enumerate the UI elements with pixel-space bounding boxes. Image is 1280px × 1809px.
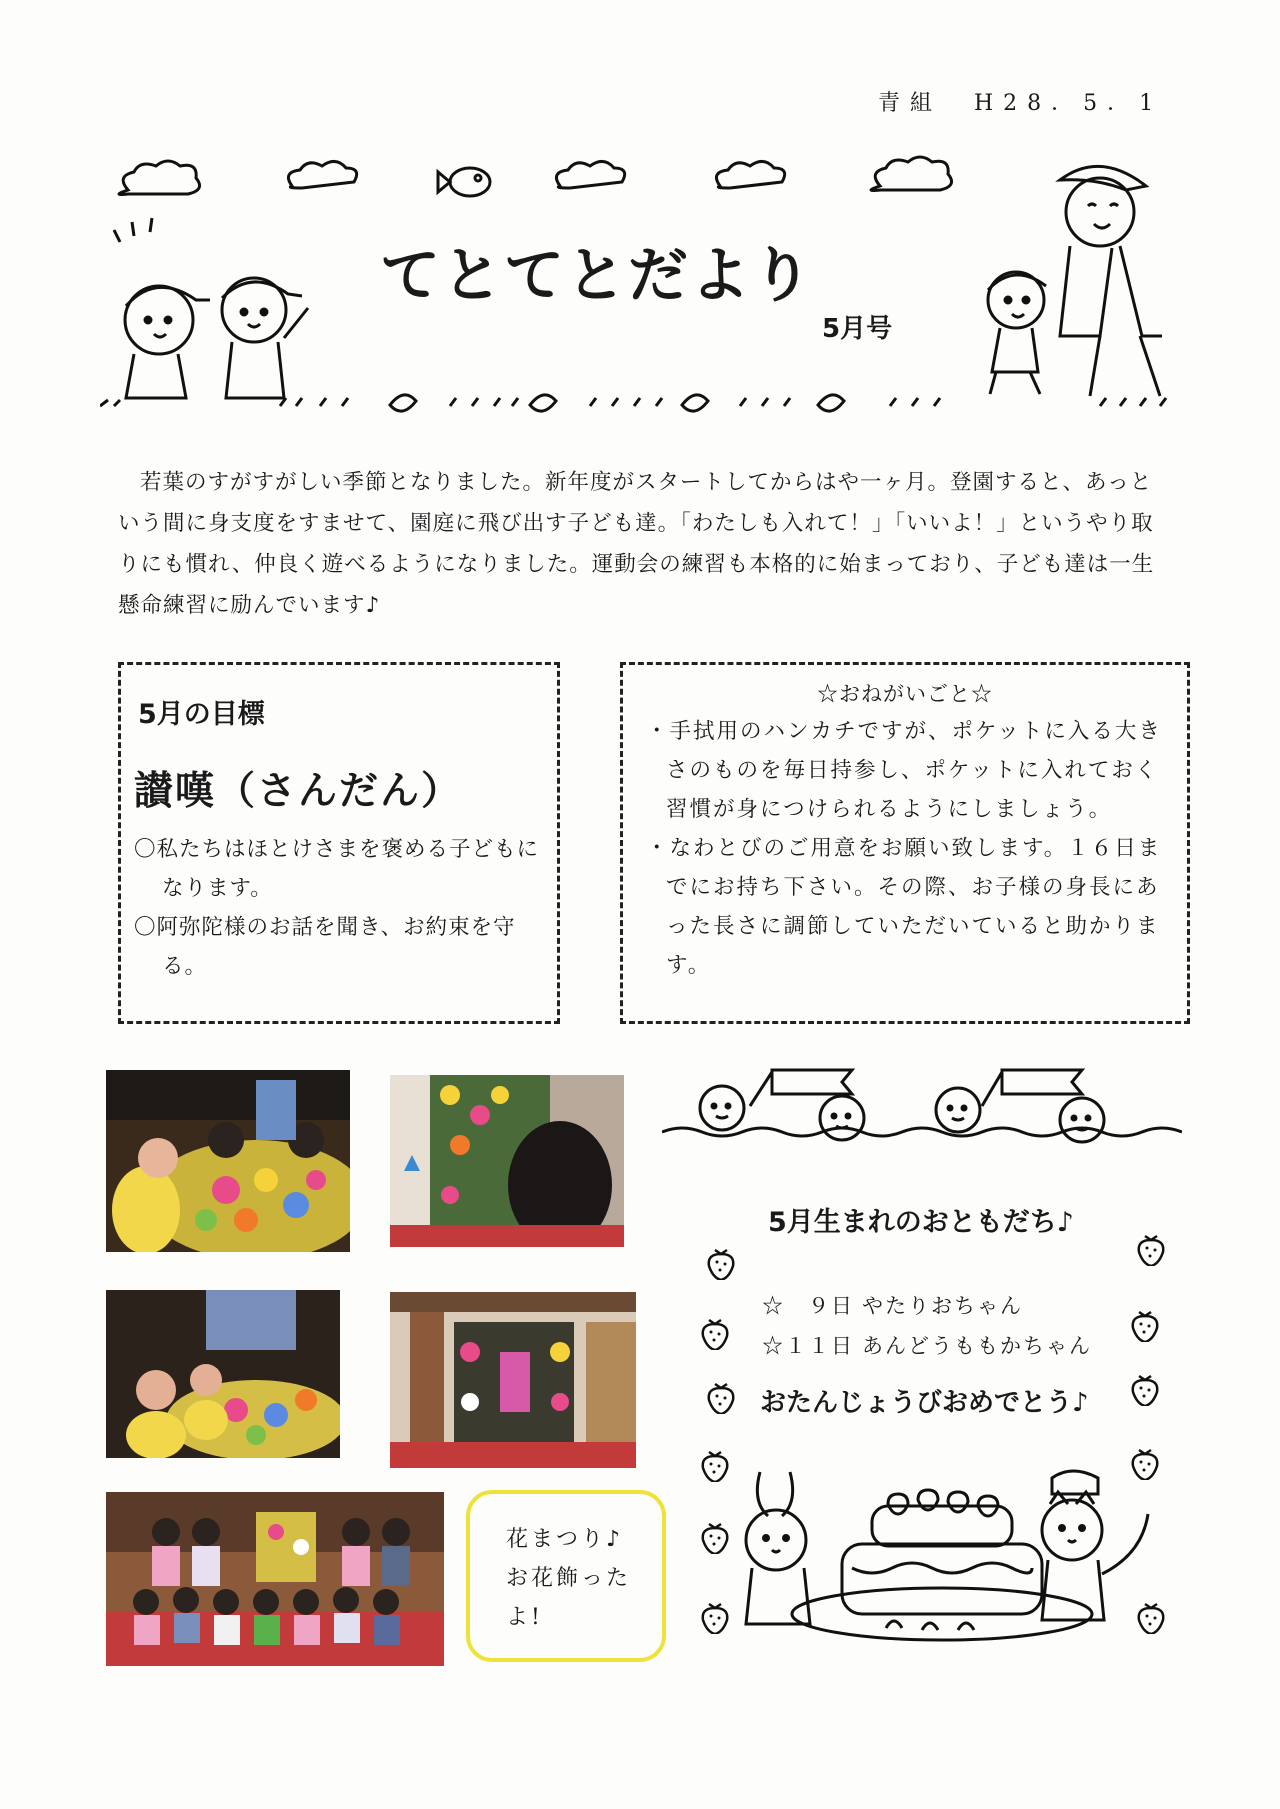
birthday-heading: 5月生まれのおともだち♪ (768, 1207, 1075, 1238)
cloud-icon (288, 161, 356, 188)
request-item: ・なわとびのご用意をお願い致します。１６日までにお持ち下さい。その際、お子様の身長にあった長さに調節していただいていると助かります。 (646, 836, 1162, 978)
strawberry-icon (700, 1520, 730, 1554)
goal-title: 讃嘆（さんだん） (134, 769, 463, 814)
strawberry-icon (700, 1600, 730, 1634)
birthday-date: ☆１１日 (762, 1334, 854, 1358)
strawberry-icon (706, 1246, 736, 1280)
photo-flower-decorating-1 (106, 1070, 350, 1252)
photo-flower-decorating-3 (106, 1290, 340, 1458)
photo-caption-bubble (466, 1490, 666, 1662)
caption-line: お花飾った (506, 1566, 632, 1591)
strawberry-icon (1130, 1372, 1160, 1406)
strawberry-icon (1130, 1308, 1160, 1342)
koinobori-illustration (662, 1062, 1182, 1162)
birthday-congrats: おたんじょうびおめでとう♪ (760, 1388, 1089, 1418)
cloud-icon (556, 161, 624, 188)
requests-heading: ☆おねがいごと☆ (817, 682, 993, 706)
goal-heading: 5月の目標 (138, 699, 265, 730)
cloud-icon (119, 161, 200, 195)
photo-group-children (106, 1492, 444, 1666)
birthday-name: やたりおちゃん (862, 1294, 1023, 1318)
leaf-icon (390, 395, 416, 411)
goal-item: 〇阿弥陀様のお話を聞き、お約束を守る。 (134, 915, 516, 979)
intro-paragraph: 若葉のすがすがしい季節となりました。新年度がスタートしてからはや一ヶ月。登園すると、あっという間に身支度をすませて、園庭に飛び出す子ども達。「わたしも入れて！」「いいよ！」というやり取りにも慣れ、仲良く遊べるようになりました。運動会の練習も本格的に始まっており、子ども達は一生懸命練習に励んでいます♪ (118, 470, 1155, 618)
fish-icon (438, 168, 490, 196)
strawberry-icon (888, 1494, 908, 1514)
strawberry-icon (700, 1316, 730, 1350)
request-item: ・手拭用のハンカチですが、ポケットに入る大きさのものを毎日持参し、ポケットに入れておく習慣が身につけられるようにしましょう。 (646, 719, 1162, 822)
birthday-entry (762, 1286, 1092, 1326)
carp-streamer-icon (772, 1070, 852, 1094)
strawberry-icon (706, 1380, 736, 1414)
photo-flower-decorating-2 (390, 1075, 624, 1247)
strawberry-icon (700, 1448, 730, 1482)
teacher-illustration (960, 150, 1190, 410)
cloud-icon (871, 157, 952, 191)
photo-hanamido-shrine (390, 1292, 636, 1468)
kids-illustration (104, 262, 334, 412)
birthday-date: ☆ ９日 (762, 1294, 854, 1318)
birthday-name: あんどうももかちゃん (862, 1334, 1092, 1358)
birthday-entry (762, 1326, 1092, 1366)
birthday-cake-illustration (732, 1464, 1152, 1654)
strawberry-icon (1136, 1232, 1166, 1266)
birthday-list (762, 1286, 1092, 1366)
cloud-icon (716, 161, 784, 188)
date-line: 青組 H28．5．1 (878, 91, 1164, 116)
issue-label: 5月号 (822, 314, 893, 344)
leaf-icon (818, 395, 844, 411)
goal-list (134, 830, 544, 986)
leaf-icon (530, 395, 556, 411)
carp-streamer-icon (1002, 1070, 1082, 1094)
page-title: てとてとだより (380, 241, 814, 311)
leaf-icon (682, 395, 708, 411)
caption-line: 花まつり♪ (506, 1527, 624, 1552)
caption-line: よ! (506, 1605, 543, 1630)
goal-item: 〇私たちはほとけさまを褒める子どもになります。 (134, 837, 540, 901)
requests-list (646, 712, 1176, 985)
strawberry-icon (948, 1492, 968, 1512)
